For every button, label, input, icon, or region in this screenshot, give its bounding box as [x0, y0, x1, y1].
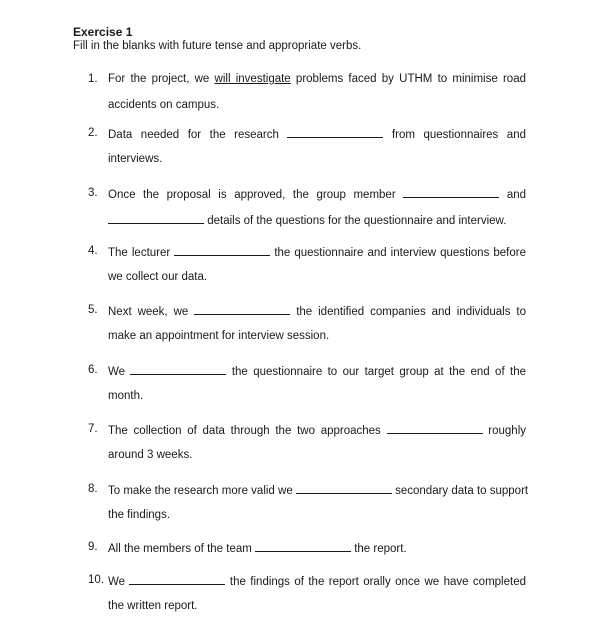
item-line-continued: make an appointment for interview session. [108, 330, 330, 342]
item-number: 10. [88, 574, 104, 586]
item-number: 6. [88, 364, 98, 376]
item-number: 8. [88, 483, 98, 495]
answer-blank[interactable] [403, 187, 499, 198]
answer-blank[interactable] [174, 245, 270, 256]
answer-blank[interactable] [296, 483, 392, 494]
item-line: The lecturer the questionnaire and interview questions before [108, 247, 526, 259]
answer-blank[interactable] [287, 127, 383, 138]
answer-blank[interactable] [129, 574, 225, 585]
item-line-continued: around 3 weeks. [108, 449, 193, 461]
item-number: 7. [88, 423, 98, 435]
item-number: 3. [88, 187, 98, 199]
item-line-continued: we collect our data. [108, 271, 208, 283]
item-line-continued: interviews. [108, 153, 163, 165]
item-number: 4. [88, 245, 98, 257]
answer-blank[interactable] [255, 541, 351, 552]
item-number: 5. [88, 304, 98, 316]
instruction-text: Fill in the blanks with future tense and appropriate verbs. [73, 40, 362, 52]
item-number: 2. [88, 127, 98, 139]
item-line-continued: accidents on campus. [108, 99, 220, 111]
item-number: 9. [88, 541, 98, 553]
item-line: Once the proposal is approved, the group member and [108, 189, 526, 201]
item-line: Next week, we the identified companies and individuals to [108, 306, 527, 318]
item-line: The collection of data through the two approaches roughly [108, 425, 526, 437]
answer-blank[interactable] [108, 213, 204, 224]
item-line: All the members of the team the report. [108, 543, 407, 555]
answer-blank[interactable] [194, 304, 290, 315]
item-line-continued: the written report. [108, 600, 198, 612]
item-number: 1. [88, 73, 98, 85]
example-answer: will investigate [214, 73, 291, 85]
item-line-continued: details of the questions for the questionnaire and interview. [108, 213, 526, 227]
item-line: To make the research more valid we secondary data to support [108, 485, 529, 497]
item-line: We the questionnaire to our target group at the end of the [108, 366, 526, 378]
item-line: Data needed for the research from questionnaires and [108, 129, 526, 141]
item-line: For the project, we will investigate problems faced by UTHM to minimise road [108, 73, 526, 85]
item-line: We the findings of the report orally once we have completed [108, 576, 526, 588]
answer-blank[interactable] [130, 364, 226, 375]
answer-blank[interactable] [387, 423, 483, 434]
item-line-continued: month. [108, 390, 144, 402]
item-line-continued: the findings. [108, 509, 171, 521]
exercise-title: Exercise 1 [73, 25, 133, 39]
